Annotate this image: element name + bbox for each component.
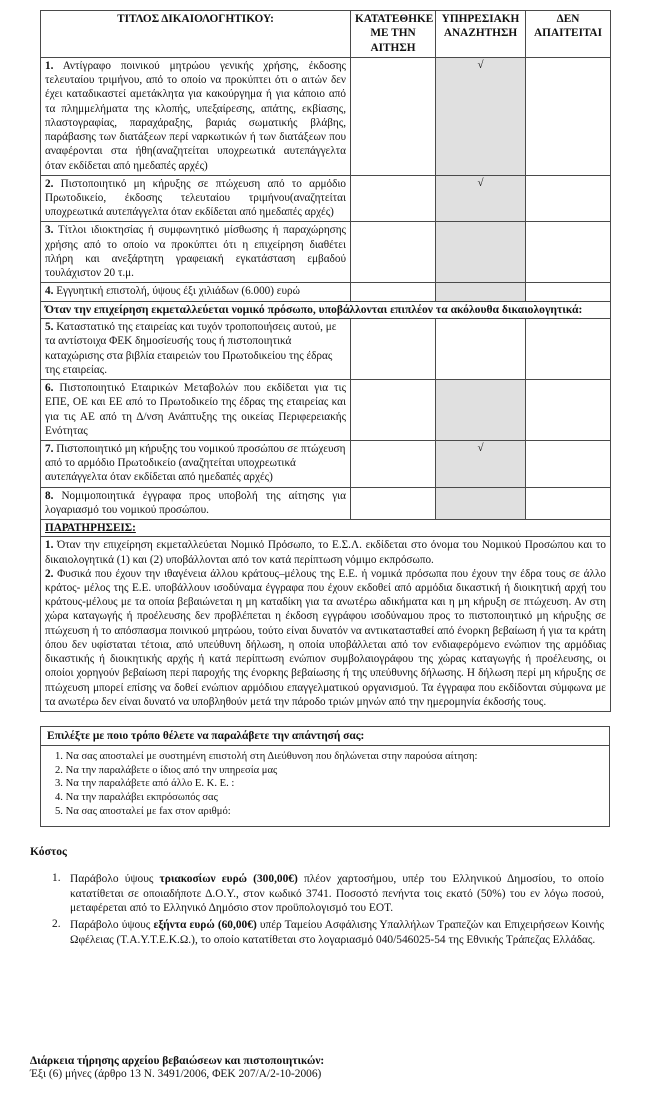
not-required-cell (526, 319, 611, 380)
service-search-cell (436, 283, 526, 301)
delivery-options-list (41, 746, 609, 826)
document-title-cell (41, 222, 351, 283)
document-title-cell (41, 487, 351, 519)
row-number: 1. (45, 60, 54, 73)
check-mark: √ (477, 442, 484, 454)
row-number: 8. (45, 489, 54, 502)
row-number: 4. (45, 285, 54, 298)
document-title-cell (41, 175, 351, 222)
submitted-cell (351, 319, 436, 380)
not-required-cell (526, 441, 611, 488)
delivery-options-box (40, 726, 610, 827)
row-number: 3. (45, 224, 54, 237)
header-title: ΤΙΤΛΟΣ ΔΙΚΑΙΟΛΟΓΗΤΙΚΟΥ: (41, 11, 351, 58)
row-number: 7. (45, 443, 54, 455)
remark-item (45, 538, 606, 566)
table-row (41, 175, 611, 222)
retention-title: Διάρκεια τήρησης αρχείου βεβαιώσεων και πιστοποιητικών: (30, 1055, 325, 1067)
not-required-cell (526, 222, 611, 283)
cost-text-pre: Παράβολο ύψους (70, 872, 160, 885)
remarks-title-row (41, 520, 611, 537)
not-required-cell (526, 58, 611, 176)
delivery-option: 3. Να την παραλάβετε από άλλο Ε. Κ. Ε. : (55, 778, 235, 790)
document-title-cell (41, 58, 351, 176)
legal-entity-intro-row (41, 301, 611, 319)
row-text: Τίτλοι ιδιοκτησίας ή συμφωνητικό μίσθωσης ή παραχώρησης χρήσης από το οποίο να προκύπτει ότι η επιχείρηση διαθέτει πλήρη και ανεξάρτητη γραφειακή εγκατάσταση εμβαδού τουλάχιστον 20 τ.μ. (45, 224, 346, 280)
service-search-cell (436, 319, 526, 380)
header-not-required: ΔΕΝ ΑΠΑΙΤΕΙΤΑΙ (526, 11, 611, 58)
document-title-cell (41, 380, 351, 441)
submitted-cell (351, 58, 436, 176)
submitted-cell (351, 175, 436, 222)
cost-item-number: 2. (52, 918, 61, 931)
table-row (41, 441, 611, 488)
table-row (41, 380, 611, 441)
cost-item (52, 918, 604, 948)
cost-amount: τριακοσίων ευρώ (300,00€) (159, 872, 298, 885)
documents-table (40, 10, 611, 712)
remark-number: 1. (45, 539, 54, 552)
service-search-cell (436, 222, 526, 283)
cost-list (40, 872, 610, 948)
retention-section (30, 1055, 610, 1082)
service-search-cell (436, 380, 526, 441)
row-text: Νομιμοποιητικά έγγραφα προς υποβολή της αίτησης για λογαριασμό του νομικού προσώπου. (45, 489, 347, 516)
not-required-cell (526, 380, 611, 441)
service-search-cell (436, 441, 526, 488)
retention-value: Έξι (6) μήνες (άρθρο 13 Ν. 3491/2006, ΦΕΚ 207/Α/2-10-2006) (30, 1068, 322, 1080)
cost-item (52, 872, 604, 916)
row-text: Πιστοποιητικό μη κήρυξης σε πτώχευση από το αρμόδιο Πρωτοδικείο, έκδοσης τελευταίου τριμήνου(αναζητείται υποχρεωτικά αυτεπάγγελτα όταν εκδίδεται από ημεδαπές αρχές) (45, 177, 346, 219)
check-mark: √ (477, 59, 484, 72)
remark-text: Όταν την επιχείρηση εκμεταλλεύεται Νομικό Πρόσωπο, το Ε.Σ.Λ. εκδίδεται στο όνομα του Νομικού Προσώπου και το δικαιολογητικά (1) και (2) υποβάλλονται από τον κατά περίπτωση νόμιμο εκπρόσωπο. (45, 539, 607, 566)
submitted-cell (351, 222, 436, 283)
not-required-cell (526, 283, 611, 301)
cost-section (30, 844, 610, 948)
legal-entity-intro: Όταν την επιχείρηση εκμεταλλεύεται νομικό πρόσωπο, υποβάλλονται επιπλέον τα ακόλουθα δικαιολογητικά: (41, 301, 611, 319)
cost-text-post: πλέον χαρτοσήμου, υπέρ του Ελληνικού Δημοσίου, το οποίο κατατίθεται σε οποιαδήποτε Δ.Ο.Υ., στον κωδικό 3741. Ποσοστό πενήντα τοις εκατό (50%) του εν λόγω ποσού, μεταφέρεται από το Ελληνικό Δημόσιο στον προϋπολογισμό του ΕΟΤ. (70, 872, 604, 915)
delivery-option: 4. Να την παραλάβει εκπρόσωπός σας (55, 792, 218, 804)
row-number: 5. (45, 321, 54, 334)
row-text: Εγγυητική επιστολή, ύψους έξι χιλιάδων (6.000) ευρώ (56, 285, 300, 298)
header-submitted-with-application: ΚΑΤΑΤΕΘΗΚΕ ΜΕ ΤΗΝ ΑΙΤΗΣΗ (351, 11, 436, 58)
cost-text-pre: Παράβολο ύψους (70, 919, 154, 932)
submitted-cell (351, 380, 436, 441)
cost-text-post: υπέρ Ταμείου Ασφάλισης Υπαλλήλων Τραπεζών και Επιχειρήσεων Κοινής Ωφέλειας (Τ.Α.Υ.Τ.Ε.Κ.Ω.), το οποίο κατατίθεται στο λογαριασμό 040/546025-54 της Εθνικής Τράπεζας Ελλάδας. (70, 919, 604, 947)
remark-number: 2. (45, 567, 54, 580)
service-search-cell (436, 175, 526, 222)
cost-item-number: 1. (52, 871, 61, 884)
row-number: 6. (45, 382, 54, 395)
remarks-row (41, 537, 611, 712)
document-title-cell (41, 441, 351, 488)
row-text: Καταστατικό της εταιρείας και τυχόν τροποποιήσεις αυτού, με τα αντίστοιχα ΦΕΚ δημοσίευσής τους ή πιστοποιητικά καταχώρισης στα βιβλία εταιρειών του Πρωτοδικείου της έδρας της εταιρείας. (45, 321, 337, 376)
remark-item (45, 567, 606, 709)
service-search-cell (436, 58, 526, 176)
cost-title: Κόστος (30, 844, 67, 858)
cost-item-text (70, 872, 604, 916)
document-title-cell (41, 283, 351, 301)
table-row (41, 319, 611, 380)
row-number: 2. (45, 177, 54, 190)
table-row (41, 283, 611, 301)
delivery-option: 1. Να σας αποσταλεί με συστημένη επιστολή στη Διεύθυνση που δηλώνεται στην παρούσα αίτηση: (55, 750, 478, 762)
cost-item-text (70, 918, 604, 948)
service-search-cell (436, 487, 526, 519)
remarks-cell (41, 537, 611, 712)
submitted-cell (351, 283, 436, 301)
not-required-cell (526, 175, 611, 222)
row-text: Πιστοποιητικό Εταιρικών Μεταβολών που εκδίδεται για τις ΕΠΕ, ΟΕ και ΕΕ από το Πρωτοδικείο της έδρας της εταιρείας και για τις ΑΕ από τη Δ/νση Ανάπτυξης της οικείας Περιφερειακής Ενότητας (45, 382, 346, 437)
table-row (41, 222, 611, 283)
delivery-options-title: Επιλέξτε με ποιο τρόπο θέλετε να παραλάβετε την απάντησή σας: (41, 727, 609, 746)
delivery-option: 2. Να την παραλάβετε ο ίδιος από την υπηρεσία μας (55, 764, 278, 776)
header-service-search: ΥΠΗΡΕΣΙΑΚΗ ΑΝΑΖΗΤΗΣΗ (436, 11, 526, 58)
remarks-title: ΠΑΡΑΤΗΡΗΣΕΙΣ: (45, 522, 136, 535)
cost-amount: εξήντα ευρώ (60,00€) (153, 919, 257, 932)
document-title-cell (41, 319, 351, 380)
check-mark: √ (477, 176, 484, 189)
row-text: Πιστοποιητικό μη κήρυξης του νομικού προσώπου σε πτώχευση από το αρμόδιο Πρωτοδικείο (αναζητείται υποχρεωτικά αυτεπάγγελτα όταν εκδίδεται από ημεδαπές αρχές) (45, 443, 346, 484)
submitted-cell (351, 441, 436, 488)
table-row (41, 58, 611, 176)
not-required-cell (526, 487, 611, 519)
delivery-option: 5. Να σας αποσταλεί με fax στον αριθμό: (55, 806, 231, 817)
remark-text: Φυσικά που έχουν την ιθαγένεια άλλου κράτους–μέλους της Ε.Ε. ή νομικά πρόσωπα που έχουν την έδρα τους σε άλλο κράτος- μέλος της Ε.Ε. υποβάλλουν ισοδύναμα έγγραφα που έχουν εκδοθεί από αρμόδια δικαστική ή διοικητική αρχή του κράτους-μέλους με τα οποία βεβαιώνεται η μη καταδίκη για τα ανωτέρω αδικήματα και η μη κήρυξη σε πτώχευση. Αν στη χώρα καταγωγής ή προέλευσης δεν προβλέπεται η έκδοση εγγράφου ισοδύναμου προς το πιστοποιητικό μη κήρυξης σε πτώχευση ή το απόσπασμα ποινικού μητρώου, τούτο είναι δυνατόν να αντικατασταθεί από ένορκη βεβαίωση ή για τα κράτη όπου δεν υφίσταται τέτοια, από υπεύθυνη δήλωση, η οποία υποβάλλεται από τον ενδιαφερόμενο ενώπιον της αρμόδιας δικαστικής ή διοικητικής αρχής ή κατά περίπτωση ενώπιον συμβολαιογράφου της χώρας καταγωγής ή προέλευσης, οι οποίοι χορηγούν βεβαίωση περί παροχής της ένορκης βεβαίωσης ή της υπεύθυνης δήλωσης. Η δήλωση περί μη κήρυξης σε πτώχευση μπορεί επίσης να δοθεί ενώπιον αρμόδιου επαγγελματικού οργανισμού. Τα έγγραφα που εκδίδονται σύμφωνα με τα ανωτέρω δεν είναι δυνατό να υποβληθούν μετά την πάροδο τριών μηνών από την ημερομηνία έκδοσής τους. (45, 567, 606, 708)
row-text: Αντίγραφο ποινικού μητρώου γενικής χρήσης, έκδοσης τελευταίου τριμήνου, από το οποίο να προκύπτει ότι ο αιτών δεν έχει καταδικαστεί αμετάκλητα για κακούργημα ή για κάποιο από τα πλημμελήματα της κλοπής, υπεξαίρεσης, απάτης, εκβίασης, πλαστογραφίας, παραχάραξης, βαριάς σωματικής βλάβης, παράβασης των διατάξεων περί ναρκωτικών ή των διατάξεων που αναφέρονται στα ήθη(αναζητείται υποχρεωτικά αυτεπάγγελτα όταν εκδίδεται από ημεδαπές αρχές) (45, 60, 346, 172)
submitted-cell (351, 487, 436, 519)
table-header-row (41, 11, 611, 58)
table-row (41, 487, 611, 519)
